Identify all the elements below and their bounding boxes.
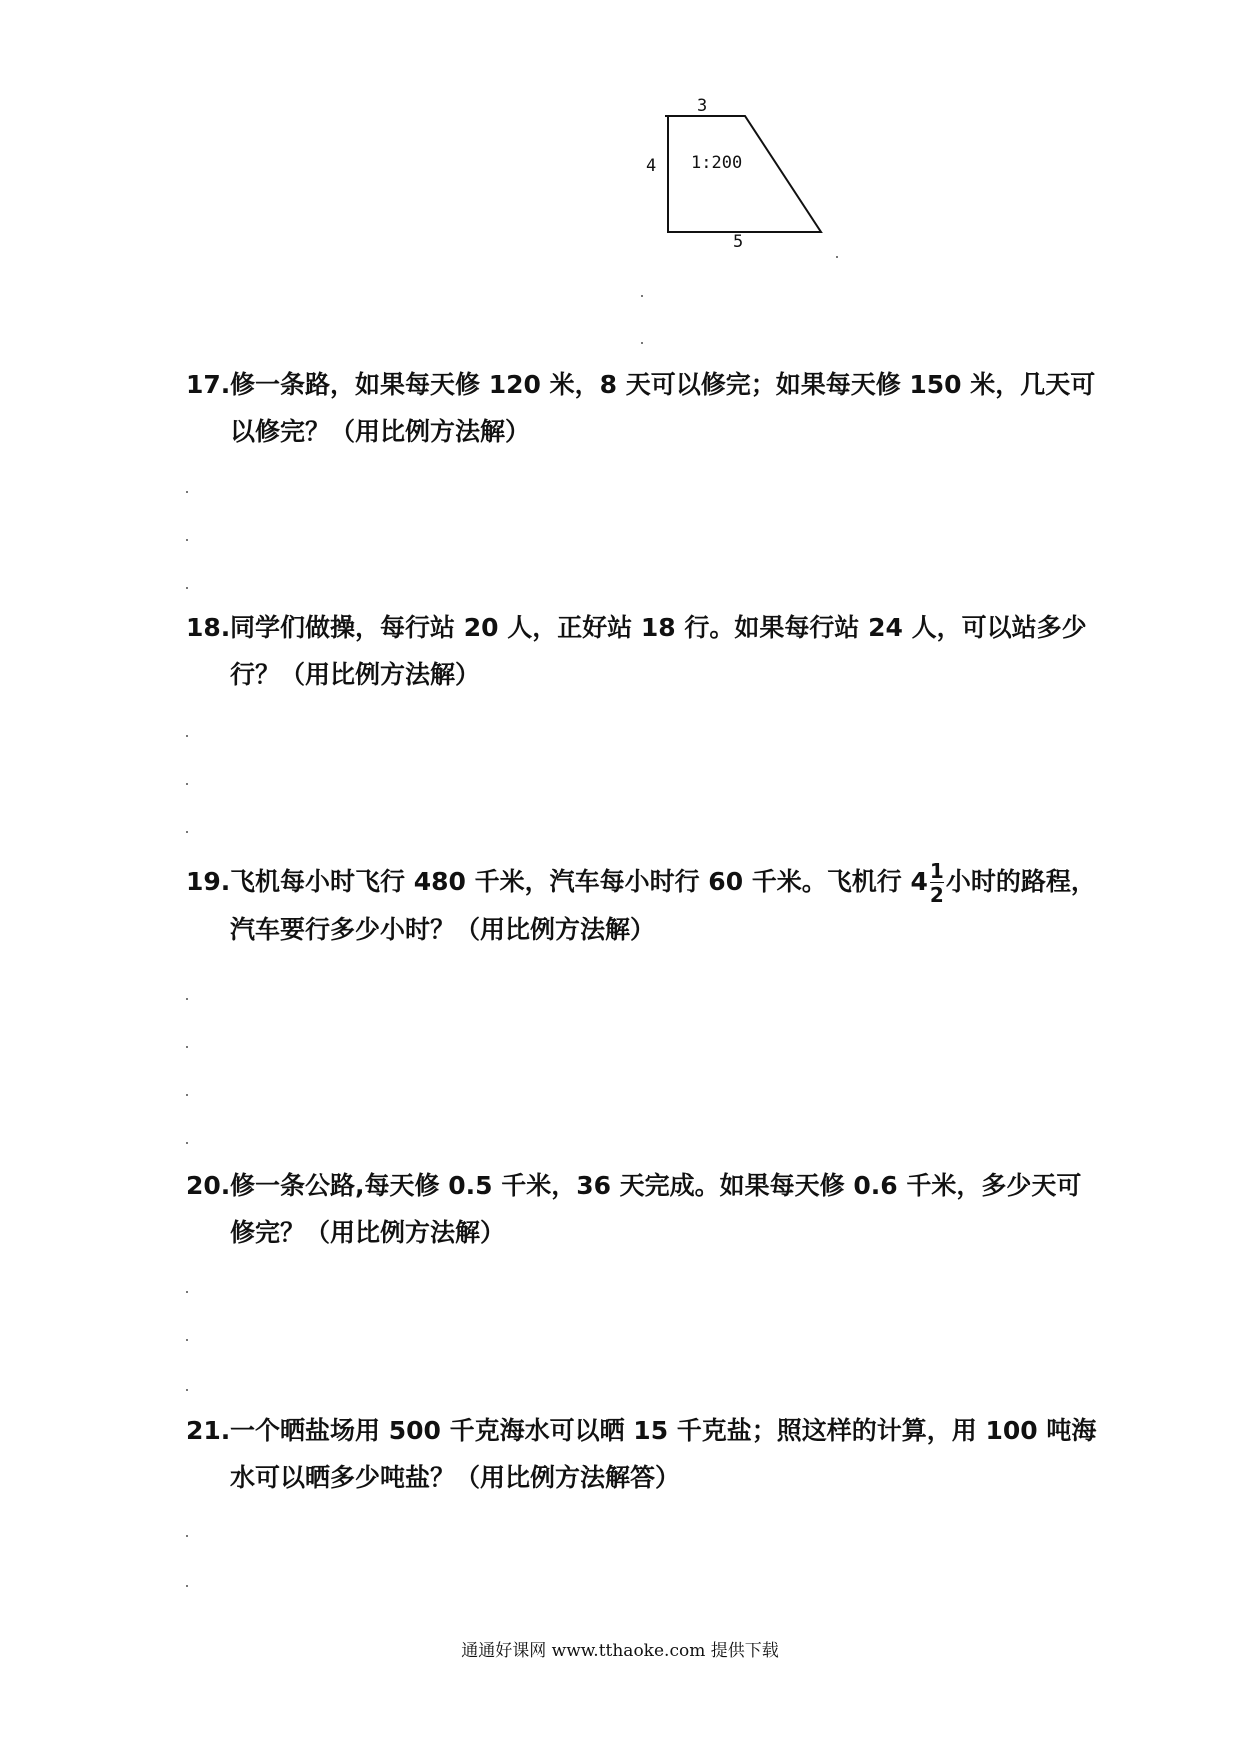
question-text-line2: 以修完？（用比例方法解） [230,417,531,446]
scan-speck [186,1291,188,1293]
figure-label-bottom: 5 [733,232,744,252]
question-number: 17. [186,370,231,399]
scan-speck [836,256,838,258]
scan-speck [186,587,188,589]
question-number: 20. [186,1171,231,1200]
scan-speck [641,295,643,297]
trapezoid-shape [630,100,850,250]
question-20 [186,1162,1082,1256]
scan-speck [641,342,643,344]
question-text-line1 [186,858,1096,907]
page-footer: 通通好课网 www.tthaoke.com 提供下载 [461,1641,779,1661]
question-number: 21. [186,1416,231,1445]
scan-speck [186,1339,188,1341]
scan-speck [186,1535,188,1537]
figure-label-top: 3 [697,96,708,116]
question-text-line1: 同学们做操，每行站 20 人，正好站 18 行。如果每行站 24 人，可以站多少 [230,613,1087,642]
question-text-line2: 修完？（用比例方法解） [230,1218,506,1247]
scan-speck [186,1389,188,1391]
question-text-line1: 修一条路，如果每天修 120 米，8 天可以修完；如果每天修 150 米，几天可 [230,370,1096,399]
scan-speck [186,539,188,541]
scan-speck [186,1094,188,1096]
scan-speck [186,1585,188,1587]
figure-scale-text: 1:200 [691,153,743,173]
question-text-line1-after: 小时的路程， [945,867,1096,896]
scan-speck [186,1046,188,1048]
question-text-line1: 一个晒盐场用 500 千克海水可以晒 15 千克盐；照这样的计算，用 100 吨海 [230,1416,1097,1445]
question-text-line1-before: 飞机每小时飞行 480 千米，汽车每小时行 60 千米。飞机行 4 [230,867,928,896]
scan-speck [186,1142,188,1144]
trapezoid-figure [630,96,850,252]
mixed-fraction [930,860,944,906]
scan-speck [186,735,188,737]
fraction-denominator: 2 [929,883,944,907]
question-text-line2: 水可以晒多少吨盐？（用比例方法解答） [230,1463,681,1492]
question-21 [186,1407,1097,1501]
scan-speck [186,491,188,493]
scan-speck [186,783,188,785]
question-number: 18. [186,613,231,642]
question-text-line2: 行？（用比例方法解） [230,660,481,689]
question-18 [186,604,1087,698]
question-text-line2: 汽车要行多少小时？（用比例方法解） [230,915,656,944]
scan-speck [186,998,188,1000]
question-number: 19. [186,867,231,896]
scan-speck [186,831,188,833]
fraction-numerator: 1 [929,859,944,883]
question-17 [186,361,1096,455]
figure-label-left: 4 [646,156,657,176]
question-19 [186,858,1096,953]
question-text-line1: 修一条公路,每天修 0.5 千米，36 天完成。如果每天修 0.6 千米，多少天可 [230,1171,1082,1200]
